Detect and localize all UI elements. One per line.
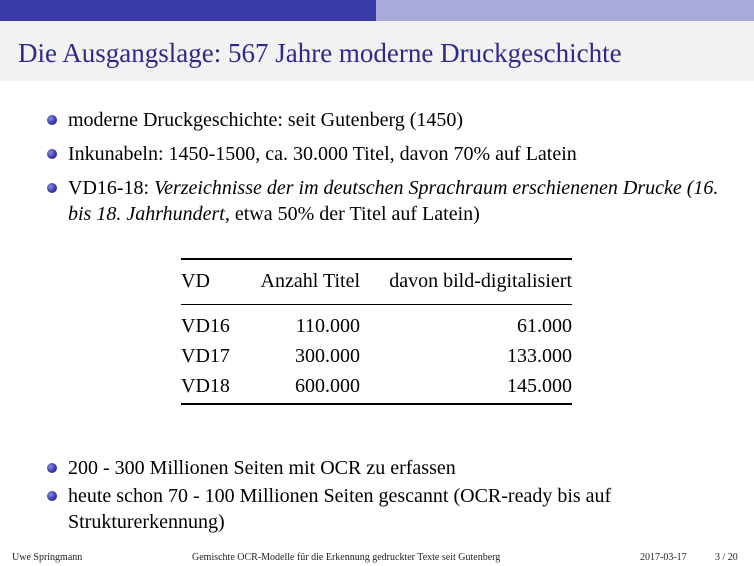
table-cell: 600.000	[295, 375, 360, 397]
slide-footer	[0, 549, 754, 566]
bullet-text: heute schon 70 - 100 Millionen Seiten gescannt (OCR-ready bis auf Strukturerkennung)	[68, 485, 612, 533]
bullet-text-prefix: VD16-18:	[68, 177, 155, 199]
bullet-text-italic: Verzeichnisse der im deutschen Sprachraum erschienenen Drucke (16. bis 18. Jahrhundert	[68, 177, 719, 225]
slide-title: Die Ausgangslage: 567 Jahre moderne Druckgeschichte	[18, 38, 622, 68]
bullet-item	[68, 455, 730, 481]
table-header-cell: davon bild-digitalisiert	[389, 270, 572, 292]
table-header-cell: VD	[181, 270, 210, 292]
table-header-row	[181, 260, 572, 305]
footer-page-number: 3 / 20	[715, 552, 738, 563]
table-cell: VD17	[181, 345, 230, 367]
footer-author: Uwe Springmann	[12, 552, 83, 563]
table-header-cell: Anzahl Titel	[260, 270, 360, 292]
bullet-dot-icon	[47, 491, 57, 501]
table-cell: 145.000	[507, 375, 572, 397]
table-cell: 300.000	[295, 345, 360, 367]
bullet-dot-icon	[47, 183, 57, 193]
bullet-dot-icon	[47, 115, 57, 125]
table-cell: 61.000	[517, 315, 572, 337]
bullet-text: moderne Druckgeschichte: seit Gutenberg (1450)	[68, 109, 464, 131]
bullet-item	[68, 141, 730, 167]
footer-talk-title: Gemischte OCR-Modelle für die Erkennung gedruckter Texte seit Gutenberg	[192, 552, 501, 563]
bullet-text-suffix: , etwa 50% der Titel auf Latein)	[224, 203, 480, 225]
table-body	[181, 305, 572, 403]
table-row	[181, 309, 572, 339]
bullet-item	[68, 175, 730, 227]
bullet-text: Inkunabeln: 1450-1500, ca. 30.000 Titel, davon 70% auf Latein	[68, 143, 577, 165]
bullet-dot-icon	[47, 463, 57, 473]
bullet-dot-icon	[47, 149, 57, 159]
table-row	[181, 339, 572, 369]
bullet-item	[68, 483, 730, 535]
table-row	[181, 369, 572, 399]
top-navigation-bar	[0, 0, 754, 21]
table-cell: VD16	[181, 315, 230, 337]
bullet-item	[68, 107, 730, 133]
table-cell: VD18	[181, 375, 230, 397]
table-cell: 133.000	[507, 345, 572, 367]
footer-date: 2017-03-17	[640, 552, 687, 563]
table-cell: 110.000	[295, 315, 360, 337]
section-indicator-active	[0, 0, 376, 21]
section-indicator-inactive	[376, 0, 754, 21]
vd-statistics-table	[181, 258, 572, 405]
bullet-text: 200 - 300 Millionen Seiten mit OCR zu erfassen	[68, 457, 456, 479]
